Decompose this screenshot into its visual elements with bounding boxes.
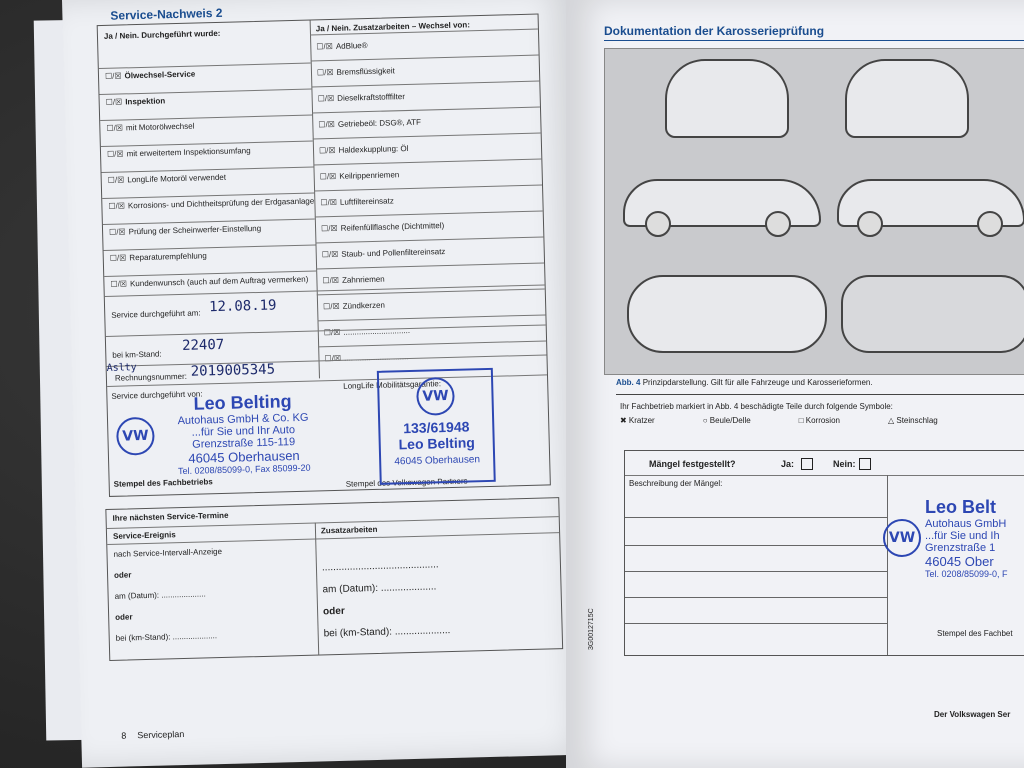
checkbox-icon[interactable]: ☐/☒	[104, 71, 122, 81]
checkbox-icon[interactable]: ☐/☒	[108, 227, 126, 237]
checkbox-icon[interactable]: ☐/☒	[324, 353, 342, 364]
service-table	[97, 14, 551, 497]
extra-work-item: ☐/☒ Keilrippenriemen	[319, 170, 400, 182]
invoice-initials: Aslty	[106, 362, 137, 374]
checkbox-icon[interactable]: ☐/☒	[316, 41, 334, 52]
vw-logo-icon: VW	[883, 519, 921, 557]
extra-work-item: ☐/☒ Staub- und Pollenfiltereinsatz	[321, 247, 446, 260]
symbol-item: □ Korrosion	[798, 416, 840, 425]
partner-stamp: VW 133/61948 Leo Belting 46045 Oberhausen	[377, 368, 496, 485]
description-label: Beschreibung der Mängel:	[629, 479, 723, 488]
next-extra-item: am (Datum): ....................	[322, 581, 437, 596]
vw-logo-icon: VW	[416, 377, 455, 416]
extra-work-item: ☐/☒ Dieselkraftstofffilter	[317, 92, 406, 104]
extra-work-item: ☐/☒ ..............................	[323, 326, 411, 338]
yes-label: Ja:	[781, 459, 795, 469]
next-service-item: oder	[113, 570, 132, 580]
car-diagram	[604, 48, 1024, 375]
service-item: ☐/☒ Prüfung der Scheinwerfer-Einstellung	[108, 223, 262, 237]
service-item: ☐/☒ Ölwechsel-Service	[104, 69, 196, 81]
checkbox-icon[interactable]: ☐/☒	[320, 223, 338, 234]
service-date-value: 12.08.19	[208, 297, 277, 316]
instruction-text: Ihr Fachbetrieb markiert in Abb. 4 beschädigte Teile durch folgende Symbole:	[620, 402, 893, 411]
checkbox-icon[interactable]: ☐/☒	[105, 97, 123, 107]
checkbox-icon[interactable]: ☐/☒	[106, 123, 124, 133]
checkbox-icon[interactable]: ☐/☒	[321, 249, 339, 260]
performed-by-label: Service durchgeführt von:	[111, 389, 203, 401]
invoice-label: Rechnungsnummer:	[114, 371, 188, 383]
car-rear-view	[665, 59, 789, 138]
dealer-stamp-label: Stempel des Fachbetriebs	[113, 477, 213, 489]
service-date-label: Service durchgeführt am:	[111, 308, 201, 320]
page-number: 8	[121, 730, 127, 741]
extra-work-item: ☐/☒ Bremsflüssigkeit	[316, 66, 395, 78]
checkbox-icon[interactable]: ☐/☒	[320, 197, 338, 208]
right-footer: Der Volkswagen Ser	[934, 710, 1011, 719]
extra-work-item: ☐/☒ ..............................	[324, 351, 411, 364]
extra-work-item: ☐/☒ AdBlue®	[316, 41, 368, 52]
side-code: 3G0012715C	[588, 608, 595, 650]
checkbox-icon[interactable]: ☐/☒	[316, 67, 334, 78]
page-footer: Serviceplan	[137, 729, 185, 741]
defects-table	[624, 450, 1024, 656]
extra-work-item: ☐/☒ Zahnriemen	[322, 274, 385, 286]
service-item: ☐/☒ mit erweitertem Inspektionsumfang	[106, 146, 251, 159]
km-value: 22407	[181, 336, 225, 354]
figure-caption: Abb. 4 Prinzipdarstellung. Gilt für alle Fahrzeuge und Karosserieformen.	[616, 378, 873, 387]
dealer-stamp: Leo Belting Autohaus GmbH & Co. KG ...für Sie und Ihr Auto Grenzstraße 115-119 46045 Oberhausen Tel. 0208/85099-0, Fax 85099-20	[177, 391, 311, 477]
service-item: ☐/☒ Korrosions- und Dichtheitsprüfung der Erdgasanlage	[108, 196, 315, 211]
extra-work-item: ☐/☒ Zündkerzen	[323, 300, 386, 312]
km-label: bei km-Stand:	[112, 349, 162, 360]
right-stamp-label: Stempel des Fachbet	[937, 629, 1013, 638]
checkbox-icon[interactable]: ☐/☒	[110, 279, 128, 289]
defects-label: Mängel festgestellt?	[649, 459, 736, 469]
dealer-stamp-right: Leo Belt Autohaus GmbH ...für Sie und Ih Grenzstraße 1 46045 Ober Tel. 0208/85099-0, F	[925, 497, 1008, 579]
checkbox-icon[interactable]: ☐/☒	[317, 93, 335, 104]
page-title: Service-Nachweis 2	[110, 5, 223, 23]
symbol-item: ✖ Kratzer	[620, 416, 655, 425]
checkbox-icon[interactable]: ☐/☒	[109, 253, 127, 263]
next-service-item: am (Datum): ....................	[114, 589, 206, 601]
checkbox-icon[interactable]: ☐/☒	[323, 327, 341, 338]
right-page	[566, 0, 1024, 768]
checkbox-icon[interactable]: ☐/☒	[106, 149, 124, 159]
next-extra-item: bei (km-Stand): ....................	[323, 625, 451, 640]
symbol-item: ○ Beule/Delle	[702, 416, 751, 425]
service-item: ☐/☒ LongLife Motoröl verwendet	[107, 172, 227, 185]
symbol-item: △ Steinschlag	[887, 416, 938, 425]
checkbox-icon[interactable]: ☐/☒	[318, 119, 336, 130]
checkbox-icon[interactable]: ☐/☒	[108, 201, 126, 211]
next-col2: Zusatzarbeiten	[320, 524, 378, 536]
next-service-item: nach Service-Intervall-Anzeige	[113, 547, 223, 559]
col1-header: Ja / Nein. Durchgeführt wurde:	[103, 28, 221, 41]
no-label: Nein:	[833, 459, 856, 469]
invoice-value: 2019005345	[190, 361, 276, 380]
vw-logo-icon: VW	[116, 417, 155, 456]
extra-work-item: ☐/☒ Reifenfüllflasche (Dichtmittel)	[320, 221, 445, 234]
checkbox-icon[interactable]: ☐/☒	[322, 275, 340, 286]
next-service-item: oder	[115, 612, 133, 622]
partner-stamp-label: Stempel des Volkswagen Partners	[345, 476, 468, 489]
service-item: ☐/☒ Kundenwunsch (auch auf dem Auftrag vermerken)	[110, 274, 309, 289]
checkbox-icon[interactable]: ☐/☒	[323, 301, 340, 312]
next-service-table	[105, 497, 563, 661]
service-item: ☐/☒ Reparaturempfehlung	[109, 251, 207, 263]
extra-work-item: ☐/☒ Luftfiltereinsatz	[320, 196, 394, 208]
extra-work-item: ☐/☒ Haldexkupplung: Öl	[318, 143, 409, 156]
service-item: ☐/☒ mit Motorölwechsel	[106, 121, 195, 133]
right-title: Dokumentation der Karosserieprüfung	[604, 24, 825, 38]
car-bottom-view	[841, 275, 1024, 353]
next-service-item: bei (km-Stand): ....................	[115, 631, 218, 643]
left-page	[62, 0, 592, 768]
checkbox-icon[interactable]: ☐/☒	[319, 171, 337, 182]
yes-checkbox[interactable]	[801, 458, 813, 470]
symbol-legend	[620, 416, 1024, 425]
next-col1: Service-Ereignis	[112, 530, 176, 541]
next-extra-item: oder	[322, 605, 345, 618]
no-checkbox[interactable]	[859, 458, 871, 470]
checkbox-icon[interactable]: ☐/☒	[107, 175, 125, 185]
next-title: Ihre nächsten Service-Termine	[112, 510, 229, 523]
car-top-view	[627, 275, 827, 353]
next-extra-item: ..........................................	[321, 559, 439, 574]
checkbox-icon[interactable]: ☐/☒	[318, 145, 336, 156]
car-front-view	[845, 59, 969, 138]
longlife-label: LongLife Mobilitätsgarantie:	[343, 379, 442, 391]
col2-header: Ja / Nein. Zusatzarbeiten – Wechsel von:	[315, 20, 471, 34]
extra-work-item: ☐/☒ Getriebeöl: DSG®, ATF	[318, 117, 422, 130]
service-item: ☐/☒ Inspektion	[105, 96, 166, 107]
